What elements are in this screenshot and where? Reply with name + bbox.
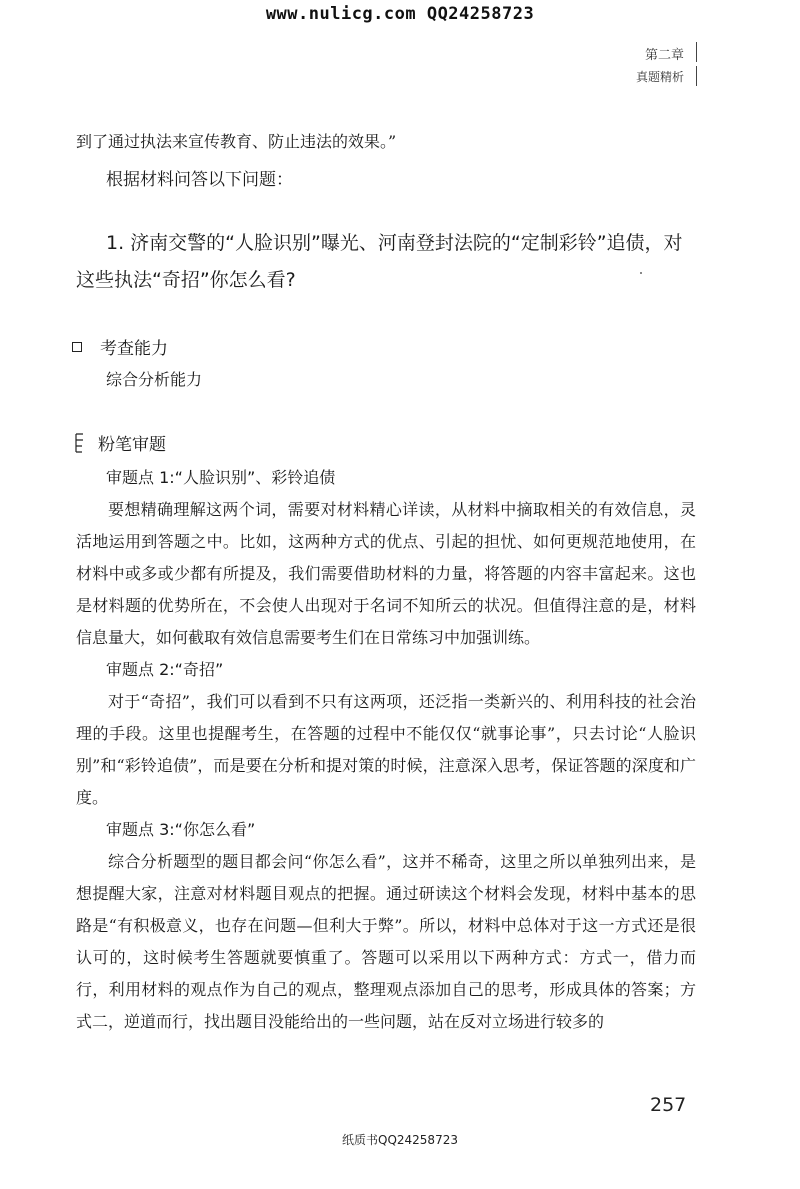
- review-point-1-label: 审题点 1:“人脸识别”、彩铃追债: [106, 468, 336, 487]
- analysis-heading-label: 粉笔审题: [98, 435, 166, 455]
- review-point-3-text: 综合分析题型的题目都会问“你怎么看”，这并不稀奇，这里之所以单独列出来，是想提醒大家，注意对材料题目观点的把握。通过研读这个材料会发现，材料中基本的思路是“有积极意义，也存在问题—但利大于弊”。所以，材料中总体对于这一方式还是很认可的，这时候考生答题就要慎重了。答题可以采用以下两种方式：方式一，借力而行，利用材料的观点作为自己的观点，整理观点添加自己的思考，形成具体的答案；方式二，逆道而行，找出题目没能给出的一些问题，站在反对立场进行较多的: [76, 852, 696, 1031]
- pen-bracket-icon: [72, 433, 86, 453]
- header-divider-top: [696, 42, 697, 62]
- ability-content: 综合分析能力: [106, 370, 203, 389]
- prompt-text: 根据材料问答以下问题：: [106, 170, 293, 190]
- review-point-2-text: 对于“奇招”，我们可以看到不只有这两项，还泛指一类新兴的、利用科技的社会治理的手段。这里也提醒考生，在答题的过程中不能仅仅“就事论事”，只去讨论“人脸识别”和“彩铃追债”，而是要在分析和提对策的时候，注意深入思考，保证答题的深度和广度。: [76, 692, 696, 807]
- review-point-3-label: 审题点 3:“你怎么看”: [106, 820, 256, 839]
- analysis-heading: [72, 430, 166, 455]
- question-text: 1. 济南交警的“人脸识别”曝光、河南登封法院的“定制彩铃”追债，对这些执法“奇招”你怎么看?: [76, 232, 683, 291]
- review-point-2-label: 审题点 2:“奇招”: [106, 660, 224, 679]
- page-number: 257: [650, 1094, 687, 1116]
- watermark-text: www.nulicg.com QQ24258723: [265, 4, 535, 24]
- footer-text: 纸质书QQ24258723: [342, 1133, 458, 1147]
- ability-heading: [72, 334, 168, 359]
- intro-line: 到了通过执法来宣传教育、防止违法的效果。”: [76, 132, 397, 151]
- square-bullet-icon: [72, 342, 82, 352]
- chapter-label: 第二章: [644, 48, 684, 63]
- review-point-1-text: 要想精确理解这两个词，需要对材料精心详读，从材料中摘取相关的有效信息，灵活地运用到答题之中。比如，这两种方式的优点、引起的担忧、如何更规范地使用，在材料中或多或少都有所提及，我们需要借助材料的力量，将答题的内容丰富起来。这也是材料题的优势所在，不会使人出现对于名词不知所云的状况。但值得注意的是，材料信息量大，如何截取有效信息需要考生们在日常练习中加强训练。: [76, 500, 696, 647]
- header-divider-bottom: [696, 66, 697, 86]
- ability-heading-label: 考查能力: [100, 339, 168, 359]
- section-label: 真题精析: [635, 70, 684, 84]
